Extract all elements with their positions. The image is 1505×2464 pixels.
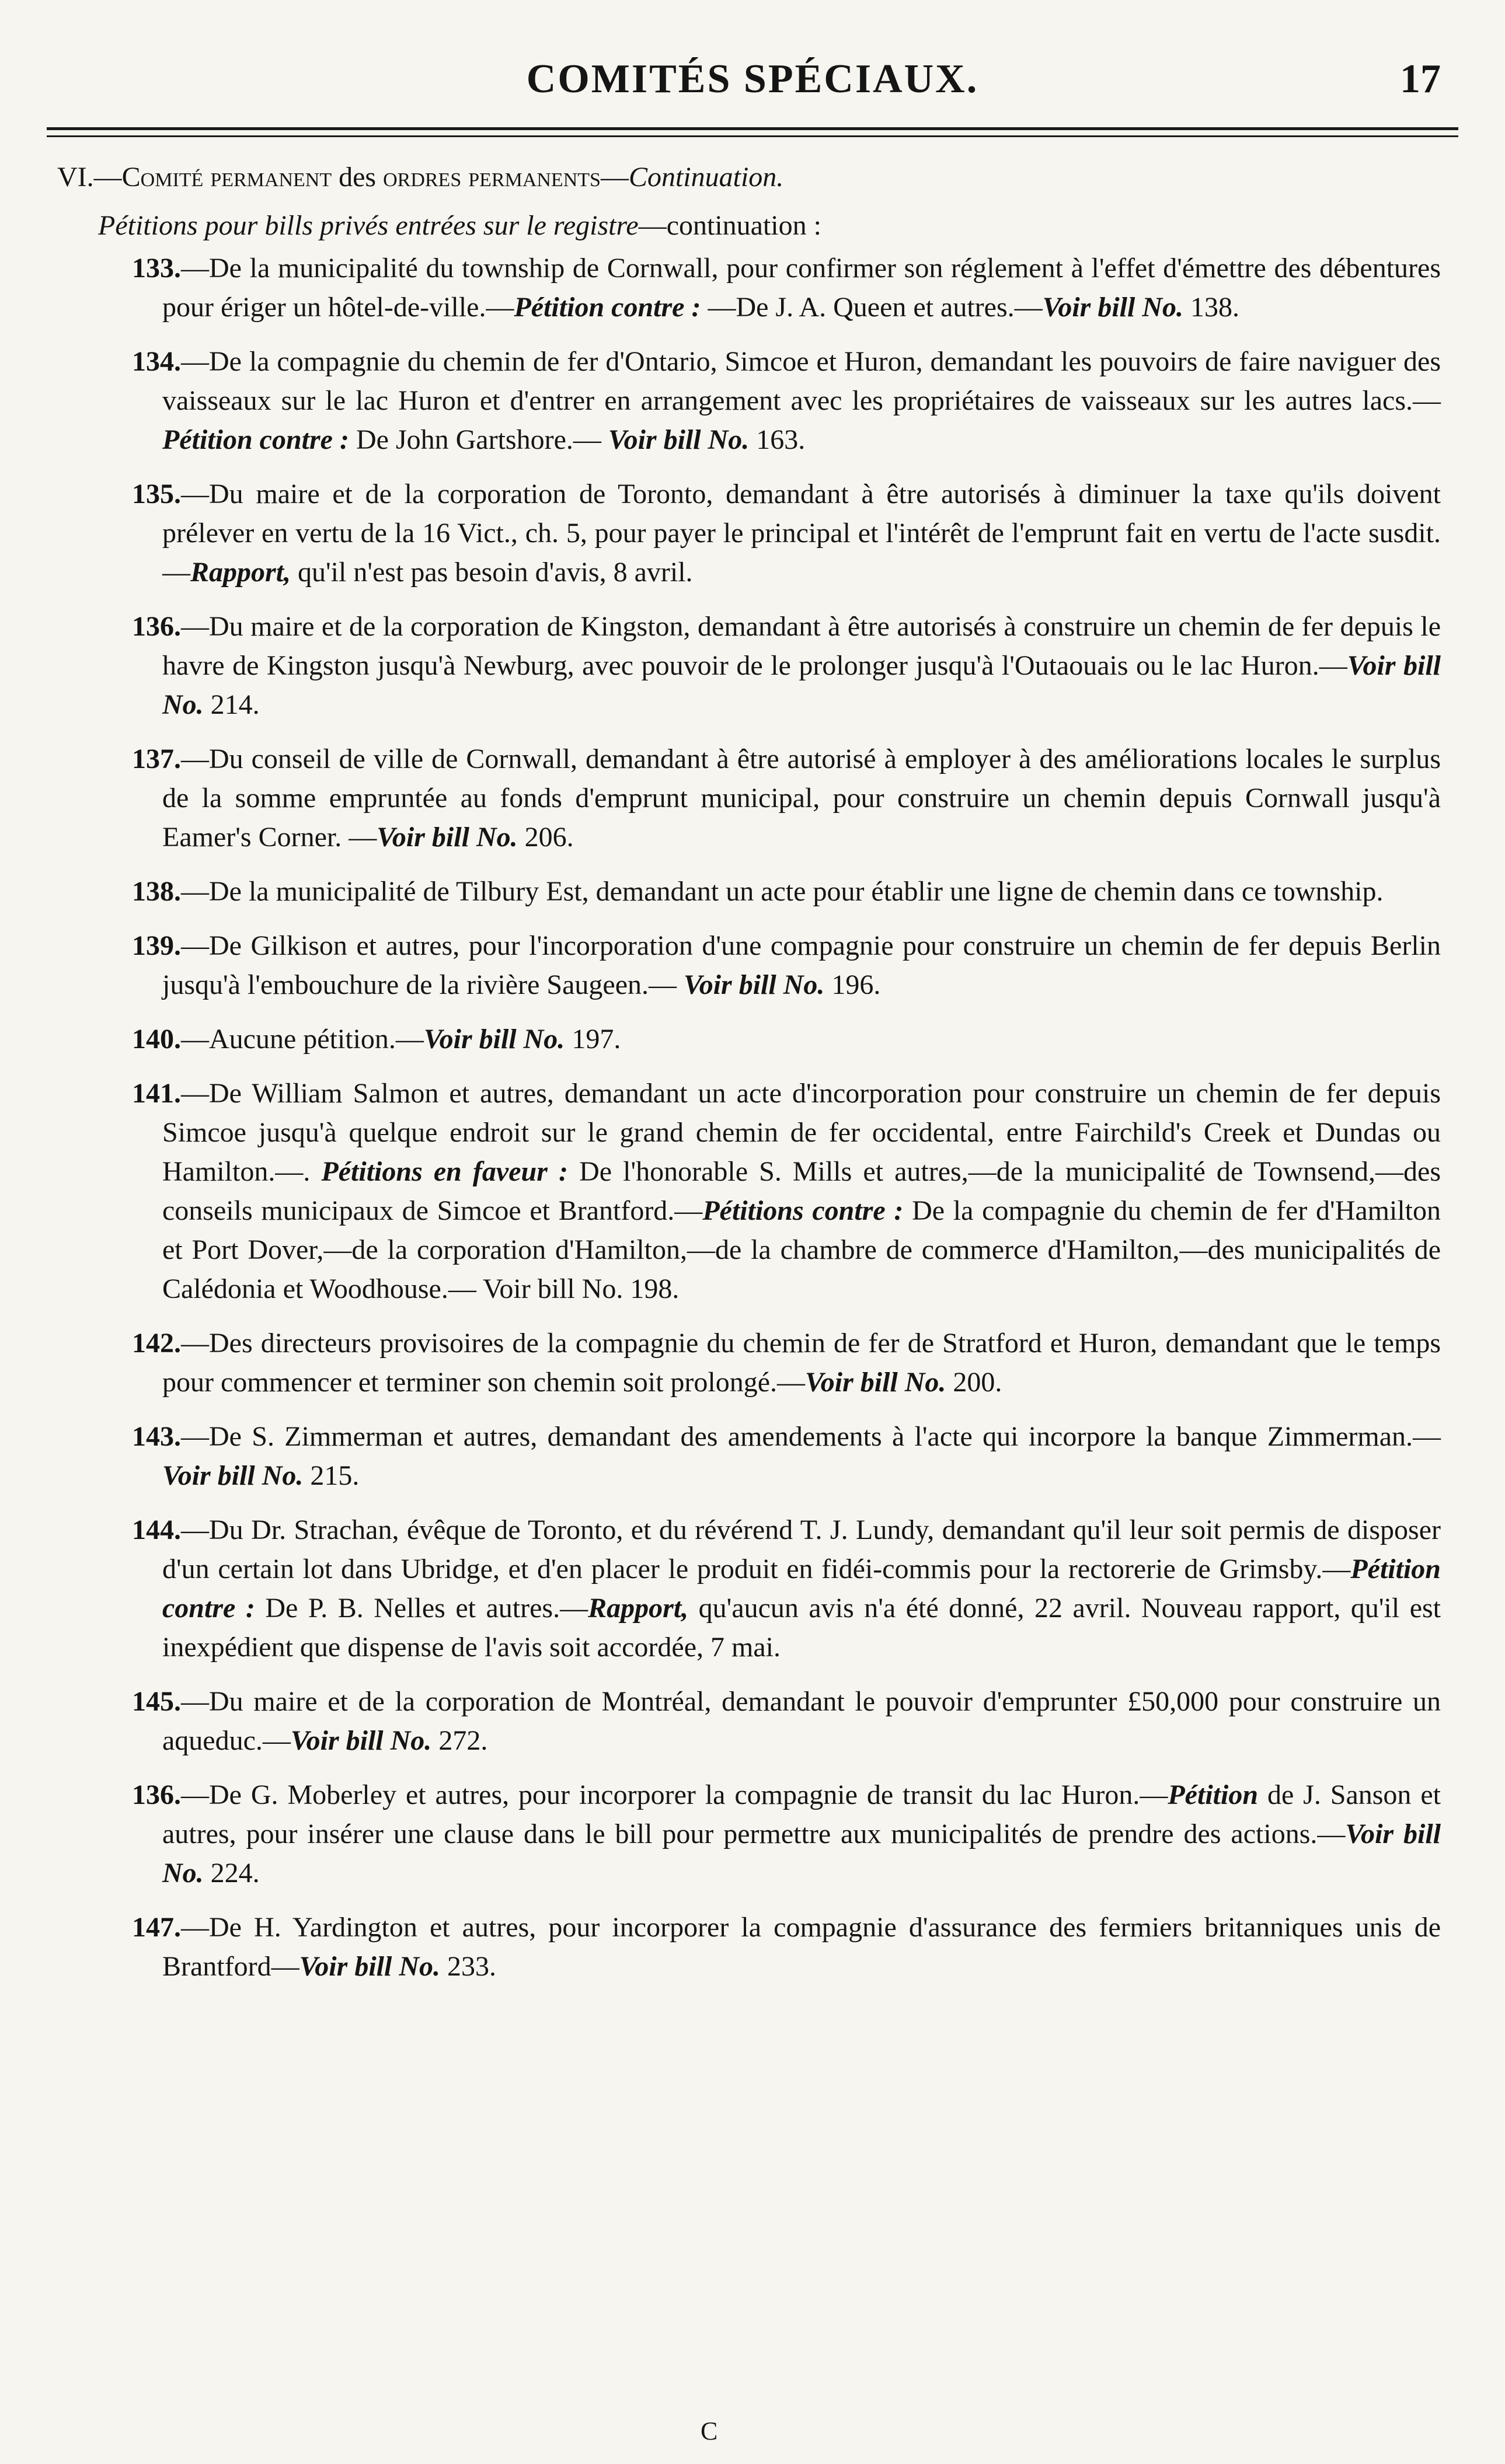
entry-text: 224. xyxy=(203,1858,260,1889)
entry-reference: Voir bill No. xyxy=(162,650,1441,720)
entry-number: 141. xyxy=(132,1078,181,1109)
entry-text: 206. xyxy=(517,822,574,853)
entry-reference: Voir bill No. xyxy=(299,1951,440,1982)
entry-number: 135. xyxy=(132,479,181,509)
petition-entry xyxy=(51,1908,1441,1986)
entry-number: 136. xyxy=(132,1779,181,1810)
entry-text: —De G. Moberley et autres, pour incorporer la compagnie de transit du lac Huron.— xyxy=(181,1779,1168,1810)
entry-text: —De la municipalité du township de Cornwall, pour confirmer son réglement à l'effet d'émettre des débentures pour ériger un hôtel-de-ville.— xyxy=(162,253,1441,323)
entry-text: —Du conseil de ville de Cornwall, demandant à être autorisé à employer à des améliorations locales le surplus de la somme empruntée au fonds d'emprunt municipal, pour construire un chemin depuis Cornwall jusqu'à Eamer's Corner. — xyxy=(162,744,1441,853)
petition-list xyxy=(51,249,1441,1986)
entry-text: De P. B. Nelles et autres.— xyxy=(255,1593,588,1624)
entry-number: 145. xyxy=(132,1686,181,1717)
entry-text: De la compagnie du chemin de fer d'Hamilton et Port Dover,—de la corporation d'Hamilton,—de la chambre de commerce d'Hamilton,—des municipalités de Calédonia et Woodhouse.— Voir bill No. 198. xyxy=(162,1195,1441,1304)
entry-text: —De la compagnie du chemin de fer d'Ontario, Simcoe et Huron, demandant les pouvoirs de faire naviguer des vaisseaux sur le lac Huron et d'entrer en arrangement avec les propriétaires de vaisseaux sur les autres lacs.— xyxy=(162,346,1441,416)
petition-entry xyxy=(51,1510,1441,1667)
running-title: COMITÉS SPÉCIAUX. xyxy=(526,57,979,102)
petition-entry xyxy=(51,926,1441,1004)
entry-text: De l'honorable S. Mills et autres,—de la municipalité de Townsend,—des conseils municipaux de Simcoe et Brantford.— xyxy=(162,1156,1441,1226)
signature-mark: C xyxy=(701,2417,718,2445)
subheading: Pétitions pour bills privés entrées sur le registre—continuation : xyxy=(98,210,821,241)
petition-entry xyxy=(51,739,1441,857)
petition-entry xyxy=(51,1074,1441,1308)
entry-text: —Du maire et de la corporation de Toronto, demandant à être autorisés à diminuer la taxe qu'ils doivent prélever en vertu de la 16 Vict., ch. 5, pour payer le principal et l'intérêt de l'emprunt fait en vertu de l'acte susdit.— xyxy=(162,479,1441,588)
entry-text: 233. xyxy=(440,1951,496,1982)
page-header xyxy=(0,56,1505,109)
petition-entry xyxy=(51,474,1441,592)
entry-number: 139. xyxy=(132,930,181,961)
entry-number: 136. xyxy=(132,611,181,642)
entry-text: 215. xyxy=(303,1460,360,1491)
petition-entry xyxy=(51,1417,1441,1495)
entry-text: 196. xyxy=(824,969,881,1000)
entry-number: 140. xyxy=(132,1024,181,1055)
entry-text: —Aucune pétition.— xyxy=(181,1024,424,1055)
entry-text: de J. Sanson et autres, pour insérer une clause dans le bill pour permettre aux municipalités de prendre des actions.— xyxy=(162,1779,1441,1849)
entry-reference: Pétitions contre : xyxy=(702,1195,904,1226)
page-number: 17 xyxy=(1400,57,1441,102)
petition-entry xyxy=(51,1682,1441,1760)
entry-text: —Du maire et de la corporation de Montréal, demandant le pouvoir d'emprunter £50,000 pour construire un aqueduc.— xyxy=(162,1686,1441,1756)
entry-reference: Voir bill No. xyxy=(377,822,518,853)
entry-text: —De S. Zimmerman et autres, demandant des amendements à l'acte qui incorpore la banque Zimmerman.— xyxy=(181,1421,1441,1452)
page-content xyxy=(51,158,1441,2001)
entry-text: 200. xyxy=(946,1367,1002,1398)
entry-text: —Du maire et de la corporation de Kingston, demandant à être autorisés à construire un chemin de fer depuis le havre de Kingston jusqu'à Newburg, avec pouvoir de le prolonger jusqu'à l'Outaouais ou le lac Huron.— xyxy=(162,611,1441,681)
entry-text: —Des directeurs provisoires de la compagnie du chemin de fer de Stratford et Huron, demandant que le temps pour commencer et terminer son chemin soit prolongé.— xyxy=(162,1328,1441,1398)
entry-reference: Voir bill No. xyxy=(684,969,825,1000)
entry-text: —Du Dr. Strachan, évêque de Toronto, et du révérend T. J. Lundy, demandant qu'il leur soit permis de disposer d'un certain lot dans Ubridge, et d'en placer le produit en fidéi-commis pour la rectorerie de Grimsby.— xyxy=(162,1514,1441,1585)
entry-reference: Voir bill No. xyxy=(162,1460,304,1491)
entry-text: 138. xyxy=(1183,292,1240,323)
entry-text: qu'aucun avis n'a été donné, 22 avril. Nouveau rapport, qu'il est inexpédient que dispense de l'avis soit accordée, 7 mai. xyxy=(162,1593,1441,1663)
entry-number: 147. xyxy=(132,1912,181,1943)
entry-reference: Pétition xyxy=(1168,1779,1259,1810)
petition-entry xyxy=(51,607,1441,724)
entry-text: 163. xyxy=(749,424,806,455)
petition-entry xyxy=(51,872,1441,911)
entry-number: 144. xyxy=(132,1514,181,1545)
petition-entry xyxy=(51,1775,1441,1893)
entry-number: 143. xyxy=(132,1421,181,1452)
entry-text: 197. xyxy=(565,1024,621,1055)
header-rule-thin xyxy=(47,135,1458,137)
entry-number: 133. xyxy=(132,253,181,284)
entry-reference: Voir bill No. xyxy=(290,1725,432,1756)
entry-reference: Voir bill No. xyxy=(805,1367,946,1398)
entry-text: 214. xyxy=(203,689,260,720)
entry-text: —De William Salmon et autres, demandant un acte d'incorporation pour construire un chemin de fer depuis Simcoe jusqu'à quelque endroit sur le grand chemin de fer occidental, entre Fairchild's Creek et Dundas ou Hamilton.—. xyxy=(162,1078,1441,1187)
entry-number: 137. xyxy=(132,744,181,774)
entry-reference: Voir bill No. xyxy=(162,1819,1441,1889)
petition-entry xyxy=(51,1020,1441,1059)
entry-text: —De H. Yardington et autres, pour incorporer la compagnie d'assurance des fermiers britanniques unis de Brantford— xyxy=(162,1912,1441,1982)
entry-reference: Rapport, xyxy=(588,1593,689,1624)
entry-text: —De J. A. Queen et autres.— xyxy=(701,292,1043,323)
petition-entry xyxy=(51,249,1441,327)
entry-reference: Voir bill No. xyxy=(1042,292,1184,323)
entry-reference: Voir bill No. xyxy=(423,1024,565,1055)
entry-number: 142. xyxy=(132,1328,181,1359)
header-rule-thick xyxy=(47,127,1458,130)
petition-entry xyxy=(51,342,1441,459)
entry-text: 272. xyxy=(431,1725,488,1756)
entry-text: qu'il n'est pas besoin d'avis, 8 avril. xyxy=(291,557,693,588)
entry-text: De John Gartshore.— xyxy=(349,424,608,455)
entry-reference: Pétition contre : xyxy=(514,292,701,323)
entry-reference: Pétition contre : xyxy=(162,424,349,455)
entry-reference: Pétitions en faveur : xyxy=(321,1156,568,1187)
section-title: VI.—Comité permanent des ordres permanents—Continuation. xyxy=(57,162,784,193)
entry-number: 138. xyxy=(132,876,181,907)
petition-entry xyxy=(51,1324,1441,1402)
entry-reference: Rapport, xyxy=(190,557,291,588)
entry-reference: Voir bill No. xyxy=(608,424,750,455)
entry-text: —De la municipalité de Tilbury Est, demandant un acte pour établir une ligne de chemin dans ce township. xyxy=(181,876,1384,907)
entry-text: —De Gilkison et autres, pour l'incorporation d'une compagnie pour construire un chemin de fer depuis Berlin jusqu'à l'embouchure de la rivière Saugeen.— xyxy=(162,930,1441,1000)
entry-reference: Pétition contre : xyxy=(162,1554,1441,1624)
entry-number: 134. xyxy=(132,346,181,377)
